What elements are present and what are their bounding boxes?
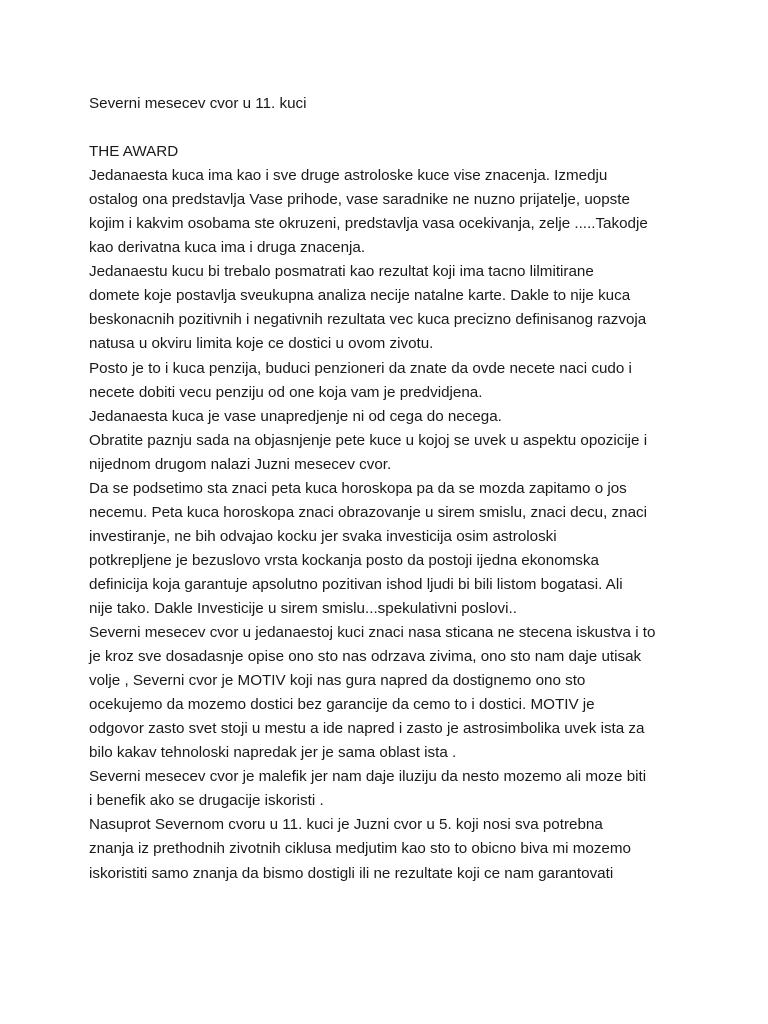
text-line: definicija koja garantuje apsolutno pozitivan ishod ljudi bi bili listom bogatasi. Ali <box>89 575 623 593</box>
text-line: Jedanaesta kuca ima kao i sve druge astroloske kuce vise znacenja. Izmedju <box>89 167 608 185</box>
text-line: Nasuprot Severnom cvoru u 11. kuci je Juzni cvor u 5. koji nosi sva potrebna <box>89 816 603 834</box>
text-line: nijednom drugom nalazi Juzni mesecev cvor. <box>89 455 392 473</box>
text-line: nije tako. Dakle Investicije u sirem smislu...spekulativni poslovi.. <box>89 599 517 617</box>
text-line: necete dobiti vecu penziju od one koja vam je predvidjena. <box>89 383 483 401</box>
text-line: znanja iz prethodnih zivotnih ciklusa medjutim kao sto to obicno biva mi mozemo <box>89 840 631 858</box>
text-line: i benefik ako se drugacije iskoristi . <box>89 792 324 810</box>
text-line: Severni mesecev cvor u jedanaestoj kuci znaci nasa sticana ne stecena iskustva i to <box>89 624 656 642</box>
section-heading: THE AWARD <box>89 143 179 161</box>
text-line: Obratite paznju sada na objasnjenje pete kuce u kojoj se uvek u aspektu opozicije i <box>89 431 648 449</box>
text-line: odgovor zasto svet stoji u mestu a ide napred i zasto je astrosimbolika uvek ista za <box>89 720 645 738</box>
text-line: Jedanaesta kuca je vase unapredjenje ni od cega do necega. <box>89 407 502 425</box>
text-line: domete koje postavlja sveukupna analiza necije natalne karte. Dakle to nije kuca <box>89 287 631 305</box>
text-line: volje , Severni cvor je MOTIV koji nas gura napred da dostignemo ono sto <box>89 672 586 690</box>
text-line: bilo kakav tehnoloski napredak jer je sama oblast ista . <box>89 744 457 762</box>
text-line: kojim i kakvim osobama ste okruzeni, predstavlja vasa ocekivanja, zelje .....Takodje <box>89 215 648 233</box>
document-body <box>89 92 689 886</box>
blank-line <box>89 116 689 140</box>
text-line: natusa u okviru limita koje ce dostici u ovom zivotu. <box>89 335 434 353</box>
text-line: iskoristiti samo znanja da bismo dostigli ili ne rezultate koji ce nam garantovati <box>89 864 614 882</box>
text-line: beskonacnih pozitivnih i negativnih rezultata vec kuca precizno definisanog razvoja <box>89 311 647 329</box>
text-line: potkrepljene je bezuslovo vrsta kockanja posto da postoji ijedna ekonomska <box>89 551 599 569</box>
text-line: je kroz sve dosadasnje opise ono sto nas odrzava zivima, ono sto nam daje utisak <box>89 648 642 666</box>
text-line: Posto je to i kuca penzija, buduci penzioneri da znate da ovde necete naci cudo i <box>89 359 632 377</box>
text-line: ocekujemo da mozemo dostici bez garancije da cemo to i dostici. MOTIV je <box>89 696 595 714</box>
text-line: Severni mesecev cvor je malefik jer nam daje iluziju da nesto mozemo ali moze biti <box>89 768 647 786</box>
text-line: investiranje, ne bih odvajao kocku jer svaka investicija osim astroloski <box>89 527 557 545</box>
document-title: Severni mesecev cvor u 11. kuci <box>89 95 307 112</box>
text-line: necemu. Peta kuca horoskopa znaci obrazovanje u sirem smislu, znaci decu, znaci <box>89 503 647 521</box>
text-line: Da se podsetimo sta znaci peta kuca horoskopa pa da se mozda zapitamo o jos <box>89 479 627 497</box>
text-line: ostalog ona predstavlja Vase prihode, vase saradnike ne nuzno prijatelje, uopste <box>89 191 630 209</box>
text-line: kao derivatna kuca ima i druga znacenja. <box>89 239 366 257</box>
text-line: Jedanaestu kucu bi trebalo posmatrati kao rezultat koji ima tacno lilmitirane <box>89 263 594 281</box>
